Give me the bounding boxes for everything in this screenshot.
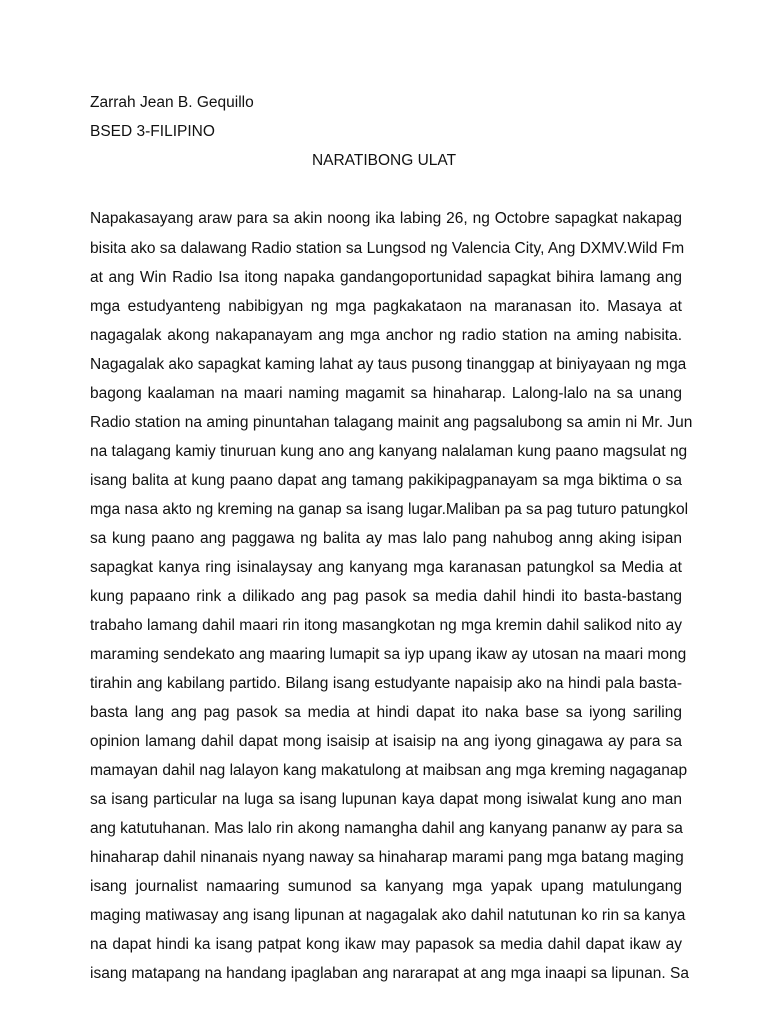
body-line: na talagang kamiy tinuruan kung ano ang kanyang nalalaman kung paano magsulat ng [90,443,688,460]
body-line: nagagalak akong nakapanayam ang mga anchor ng radio station na aming nabisita. [90,327,682,344]
body-line: isang journalist namaaring sumunod sa kanyang mga yapak upang matulungang [90,878,682,895]
body-line: kung papaano rink a dilikado ang pag pasok sa media dahil hindi ito basta-bastang [90,588,682,605]
body-line: bisita ako sa dalawang Radio station sa Lungsod ng Valencia City, Ang DXMV.Wild Fm [90,240,685,257]
body-line: opinion lamang dahil dapat mong isaisip at isaisip na ang iyong ginagawa ay para sa [90,733,682,750]
body-line: isang balita at kung paano dapat ang tamang pakikipagpanayam sa mga biktima o sa [90,472,682,489]
body-line: ang katutuhanan. Mas lalo rin akong namangha dahil ang kanyang pananw ay para sa [90,820,683,837]
body-line: bagong kaalaman na maari naming magamit sa hinaharap. Lalong-lalo na sa unang [90,385,682,402]
body-line: Napakasayang araw para sa akin noong ika labing 26, ng Octobre sapagkat nakapag [90,210,682,227]
body-line: maging matiwasay ang isang lipunan at nagagalak ako dahil natutunan ko rin sa kanya [90,907,686,924]
body-line: isang matapang na handang ipaglaban ang nararapat at ang mga inaapi sa lipunan. Sa [90,965,689,982]
body-line: Radio station na aming pinuntahan talagang mainit ang pagsalubong sa amin ni Mr. Jun [90,414,693,431]
body-line: na dapat hindi ka isang patpat kong ikaw may papasok sa media dahil dapat ikaw ay [90,936,682,953]
body-line: maraming sendekato ang maaring lumapit sa iyp upang ikaw ay utosan na maari mong [90,646,687,663]
body-line: hinaharap dahil ninanais nyang naway sa hinaharap marami pang mga batang maging [90,849,684,866]
body-line: sapagkat kanya ring isinalaysay ang kanyang mga karanasan patungkol sa Media at [90,559,682,576]
body-line: at ang Win Radio Isa itong napaka gandangoportunidad sapagkat bihira lamang ang [90,269,682,286]
document-title: NARATIBONG ULAT [311,152,457,169]
body-line: Nagagalak ako sapagkat kaming lahat ay taus pusong tinanggap at biniyayaan ng mga [90,356,687,373]
body-line: trabaho lamang dahil maari rin itong masangkotan ng mga kremin dahil salikod nito ay [90,617,682,634]
body-line: basta lang ang pag pasok sa media at hindi dapat ito naka base sa iyong sariling [90,704,682,721]
body-line: tirahin ang kabilang partido. Bilang isang estudyante napaisip ako na hindi pala basta- [90,675,682,692]
body-line: mga nasa akto ng kreming na ganap sa isang lugar.Maliban pa sa pag tuturo patungkol [90,501,689,518]
body-line: mamayan dahil nag lalayon kang makatulong at maibsan ang mga kreming nagaganap [90,762,688,779]
body-line: sa kung paano ang paggawa ng balita ay mas lalo pang nahubog anng aking isipan [90,530,682,547]
body-line: mga estudyanteng nabibigyan ng mga pagkakataon na maranasan ito. Masaya at [90,298,682,315]
author-name: Zarrah Jean B. Gequillo [90,94,254,111]
body-line: sa isang particular na luga sa isang lupunan kaya dapat mong isiwalat kung ano man [90,791,682,808]
course-label: BSED 3-FILIPINO [90,123,215,140]
